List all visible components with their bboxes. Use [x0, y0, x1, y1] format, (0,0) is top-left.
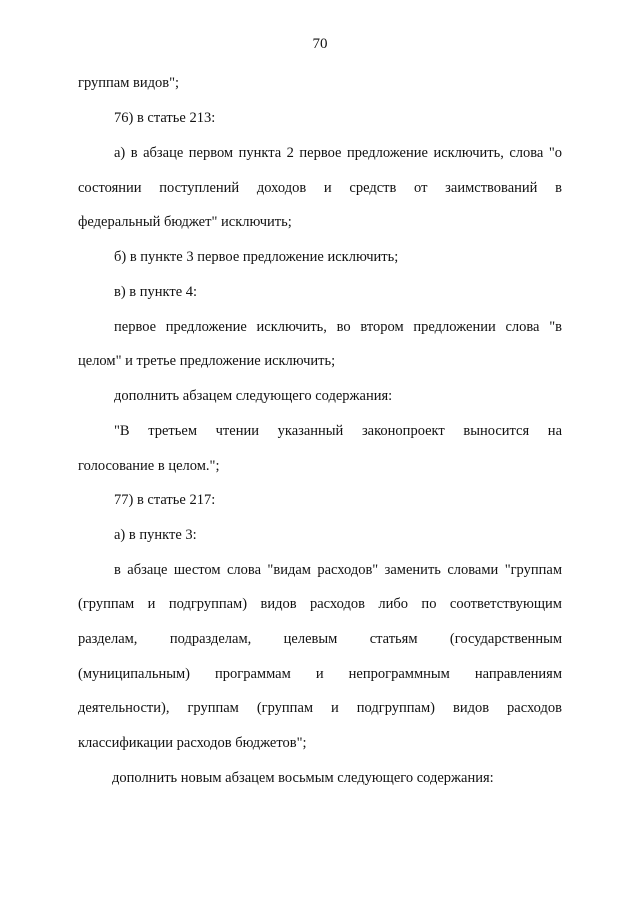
- text-line: "В третьем чтении указанный законопроект выносится на: [114, 423, 562, 439]
- text-line: в абзаце шестом слова "видам расходов" заменить словами "группам: [114, 562, 562, 578]
- text-line: 77) в статье 217:: [114, 492, 216, 508]
- text-line: а) в пункте 3:: [114, 527, 197, 543]
- text-line: состоянии поступлений доходов и средств от заимствований в: [78, 180, 562, 196]
- text-line: (группам и подгруппам) видов расходов либо по соответствующим: [78, 596, 562, 612]
- text-line: а) в абзаце первом пункта 2 первое предложение исключить, слова "о: [114, 145, 562, 161]
- text-line: голосование в целом.";: [78, 458, 220, 474]
- text-line: в) в пункте 4:: [114, 284, 198, 300]
- page-number: 70: [312, 36, 328, 52]
- text-line: дополнить новым абзацем восьмым следующего содержания:: [112, 770, 494, 786]
- text-line: (муниципальным) программам и непрограммным направлениям: [78, 666, 562, 682]
- text-line: б) в пункте 3 первое предложение исключить;: [114, 249, 399, 265]
- text-line: классификации расходов бюджетов";: [78, 735, 307, 751]
- text-line: целом" и третье предложение исключить;: [78, 353, 336, 369]
- text-line: 76) в статье 213:: [114, 110, 216, 126]
- text-line: деятельности), группам (группам и подгруппам) видов расходов: [78, 700, 562, 716]
- text-line: дополнить абзацем следующего содержания:: [114, 388, 393, 404]
- text-line: разделам, подразделам, целевым статьям (государственным: [78, 631, 562, 647]
- text-line: первое предложение исключить, во втором предложении слова "в: [114, 319, 562, 335]
- text-line: федеральный бюджет" исключить;: [78, 214, 292, 230]
- text-line: группам видов";: [78, 75, 180, 91]
